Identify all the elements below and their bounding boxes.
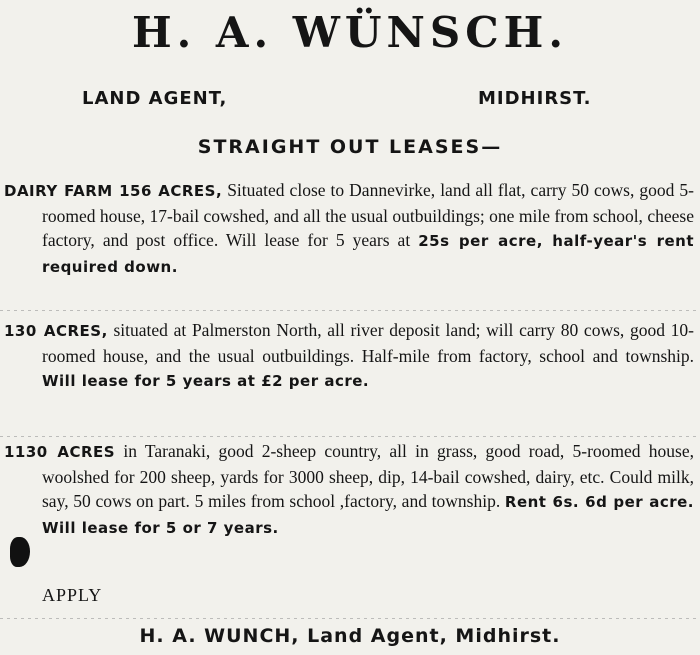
divider [0,618,700,619]
occupation-label: LAND AGENT, [82,88,228,109]
listing-body: situated at Palmerston North, all river deposit land; will carry 80 cows, good 10-roomed house, and the usual outbuildings. Half-mile from factory, school and township. [42,320,695,366]
listing-body: Situated close to Dannevirke, land all flat, carry 50 cows, good 5-roomed house, 17-bail cowshed, and all the usual outbuildings; one mile from school, cheese factory, and post office. Will lease for 5 years at [42,180,694,250]
advert-footer: H. A. WUNCH, Land Agent, Midhirst. [139,625,561,647]
apply-label: APPLY [42,585,103,605]
listing-lead: 1130 ACRES [4,443,116,461]
listing-body: in Taranaki, good 2-sheep country, all in grass, good road, 5-roomed house, woolshed for 200 sheep, yards for 3000 sheep, dip, 14-bail cowshed, dairy, etc. Could milk, say, 50 cows on part. 5 miles from school ,factory, and township. [42,441,695,511]
listing-lead: 130 ACRES, [4,322,108,340]
divider [0,310,700,311]
divider [0,436,700,437]
location-label: MIDHIRST. [478,88,592,109]
ink-blot [10,537,30,567]
listing-taranaki [4,439,694,540]
listing-palmerston-north [4,318,694,394]
listing-terms: Will lease for 5 years at £2 per acre. [42,372,370,390]
section-heading: STRAIGHT OUT LEASES— [197,136,503,158]
advert-title: H. A. WÜNSCH. [131,8,568,57]
listing-dairy-farm [4,178,694,279]
listing-lead: DAIRY FARM 156 ACRES, [4,182,223,200]
listing-terms: 25s per acre, half-year's rent required down. [42,232,695,276]
listing-terms: Rent 6s. 6d per acre. Will lease for 5 or 7 years. [42,493,694,537]
